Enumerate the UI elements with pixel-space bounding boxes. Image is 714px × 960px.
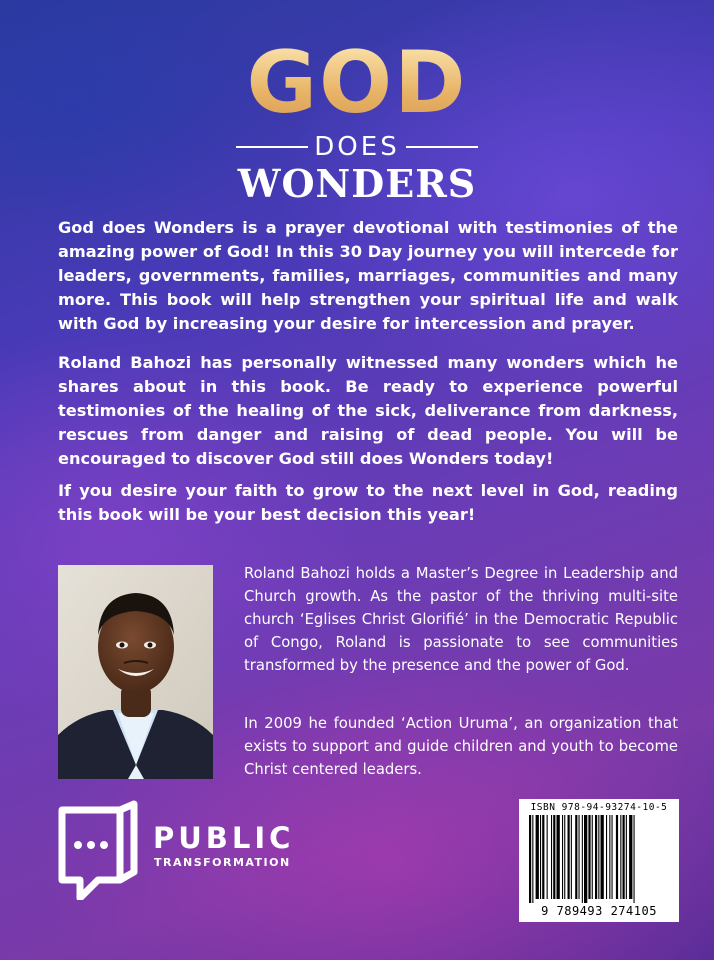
barcode-bar <box>592 815 593 899</box>
barcode-bar <box>562 815 563 899</box>
barcode-bar <box>579 815 580 899</box>
author-bio-paragraph-2: In 2009 he founded ‘Action Uruma’, an organization that exists to support and guide children and youth to become Christ centered leaders. <box>244 715 678 778</box>
barcode-bar <box>540 815 541 899</box>
barcode-bar <box>606 815 607 899</box>
barcode-bar <box>620 815 621 899</box>
barcode-bar <box>551 815 552 899</box>
barcode-bar <box>571 815 572 899</box>
barcode-bar <box>623 815 625 899</box>
barcode-bar <box>616 815 618 899</box>
barcode-bar <box>575 815 577 899</box>
barcode-bar <box>609 815 610 899</box>
barcode-bar <box>601 815 604 899</box>
barcode-bar <box>626 815 627 899</box>
publisher-logo <box>58 800 338 900</box>
barcode-bar <box>529 815 531 903</box>
barcode-bars-icon <box>529 815 669 903</box>
book-title <box>0 33 714 206</box>
barcode-bar <box>595 815 597 899</box>
barcode-bar <box>582 815 583 903</box>
barcode-bar <box>634 815 635 903</box>
author-photo <box>58 565 213 779</box>
barcode-bar <box>568 815 570 899</box>
publisher-subname: TRANSFORMATION <box>154 856 291 869</box>
barcode-bar <box>612 815 613 899</box>
title-god: GOD <box>0 40 714 126</box>
isbn-barcode <box>519 799 679 922</box>
description-paragraph-1: God does Wonders is a prayer devotional with testimonies of the amazing power of God! In this 30 Day journey you will intercede for leaders, governments, families, marriages, communities and many more. This book will help strengthen your spiritual life and walk with God by increasing your desire for intercession and prayer. <box>58 218 678 333</box>
publisher-name: PUBLIC <box>153 821 295 855</box>
barcode-bar <box>588 815 590 899</box>
description-paragraph-2: Roland Bahozi has personally witnessed many wonders which he shares about in this book. Be ready to experience powerful testimonies of the healing of the sick, deliverance from darkness, rescues from danger and raising of dead people. You will be encouraged to discover God still does Wonders today! <box>58 353 678 468</box>
barcode-bar <box>532 815 533 903</box>
book-chat-icon <box>58 800 138 900</box>
title-wonders: WONDERS <box>237 161 477 206</box>
barcode-bar <box>536 815 539 899</box>
author-bio-paragraph-1: Roland Bahozi holds a Master’s Degree in Leadership and Church growth. As the pastor of the thriving multi-site church ‘Eglises Christ Glorifié’ in the Democratic Republic of Congo, Roland is passionate to see communities transformed by the presence and the power of God. <box>244 565 678 674</box>
barcode-bar <box>564 815 565 899</box>
description-paragraph-3: If you desire your faith to grow to the next level in God, reading this book will be your best decision this year! <box>58 481 678 524</box>
barcode-bar <box>557 815 560 899</box>
title-rule-right <box>406 146 478 148</box>
barcode-bar <box>542 815 544 899</box>
barcode-bar <box>553 815 555 899</box>
title-does: DOES <box>314 132 400 162</box>
author-portrait-icon <box>58 565 213 779</box>
isbn-label: ISBN 978-94-93274-10-5 <box>530 802 668 813</box>
barcode-bar <box>629 815 632 899</box>
barcode-bar <box>598 815 599 899</box>
title-rule-left <box>236 146 308 148</box>
title-does-row <box>0 132 714 162</box>
barcode-bar <box>584 815 587 903</box>
barcode-bar <box>547 815 548 899</box>
barcode-number: 9 789493 274105 <box>541 904 657 918</box>
